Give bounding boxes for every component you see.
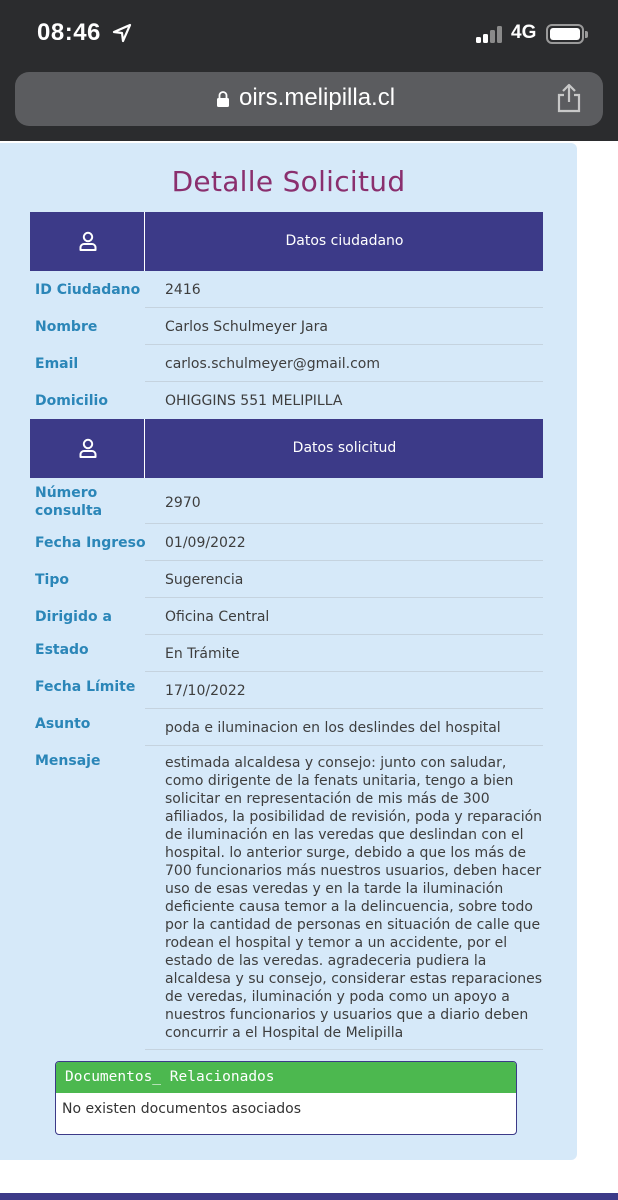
field-label: Número consulta [35,485,103,519]
address-bar[interactable] [15,72,603,126]
field-value: 17/10/2022 [165,683,246,699]
page-title: Detalle Solicitud [171,165,406,198]
user-icon [79,231,97,251]
field-value: 01/09/2022 [165,535,246,551]
url-text[interactable]: oirs.melipilla.cl [239,84,396,111]
documents-empty-text: No existen documentos asociados [62,1101,302,1117]
field-row [30,635,543,672]
field-value: OHIGGINS 551 MELIPILLA [165,393,343,409]
section-header-solicitud [30,419,543,478]
field-value: carlos.schulmeyer@gmail.com [165,356,380,372]
share-icon[interactable] [556,83,582,113]
field-row [30,524,543,561]
field-row [30,382,543,419]
user-icon [79,438,97,458]
cellular-signal-icon [476,25,504,43]
documents-header: Documentos_ Relacionados [56,1062,516,1093]
field-value: Oficina Central [165,609,270,625]
field-label: Estado [35,642,89,658]
field-label: Tipo [35,572,69,588]
field-label: Domicilio [35,393,108,409]
field-row [30,308,543,345]
section-title: Datos solicitud [292,440,397,456]
detail-card [0,143,577,1160]
field-row [30,709,543,746]
field-label: Nombre [35,319,98,335]
field-value: 2970 [165,495,201,511]
field-row [30,561,543,598]
field-value: En Trámite [165,646,240,662]
network-type: 4G [511,22,537,43]
field-value: 2416 [165,282,201,298]
field-row [30,478,543,524]
location-arrow-icon [112,23,132,43]
field-label: ID Ciudadano [35,282,141,298]
field-label: Fecha Ingreso [35,535,146,551]
related-documents-panel [55,1061,517,1135]
section-title: Datos ciudadano [285,233,404,249]
status-time: 08:46 [37,19,101,46]
page-content [0,141,618,1200]
field-label: Dirigido a [35,609,112,625]
section-header-ciudadano [30,212,543,271]
field-row [30,598,543,635]
lock-icon [216,90,230,108]
field-label: Mensaje [35,753,101,769]
field-value: Carlos Schulmeyer Jara [165,319,328,335]
field-label: Fecha Límite [35,679,136,695]
field-label: Asunto [35,716,91,732]
field-row [30,345,543,382]
message-text: estimada alcaldesa y consejo: junto con saludar, como dirigente de la fenats unitaria, tengo a bien solicitar en representación de mis más de 300 afiliados, la posibilidad de revisión, poda y reparación de iluminación en las veredas que deslindan con el hospital. lo anterior surge, debido a que los más de 700 funcionarios más nuestros usuarios, deben hacer uso de esas veredas y en la tarde la iluminación deficiente causa temor a la delincuencia, sobre todo por la cantidad de personas en situación de calle que rodean el hospital y temor a un accidente, por el estado de las veredas. agradeceria pudiera la alcaldesa y su consejo, considerar estas reparaciones de veredas, iluminación y poda como un apoyo a nuestros funcionarios y usuarios que a diario deben concurrir a el Hospital de Melipilla [165,755,543,1041]
browser-chrome [0,0,618,141]
field-label: Email [35,356,79,372]
field-row [30,672,543,709]
field-value: poda e iluminacion en los deslindes del hospital [165,720,501,736]
battery-icon [546,24,584,44]
field-row [30,271,543,308]
field-value: Sugerencia [165,572,244,588]
footer-bar [0,1193,618,1200]
